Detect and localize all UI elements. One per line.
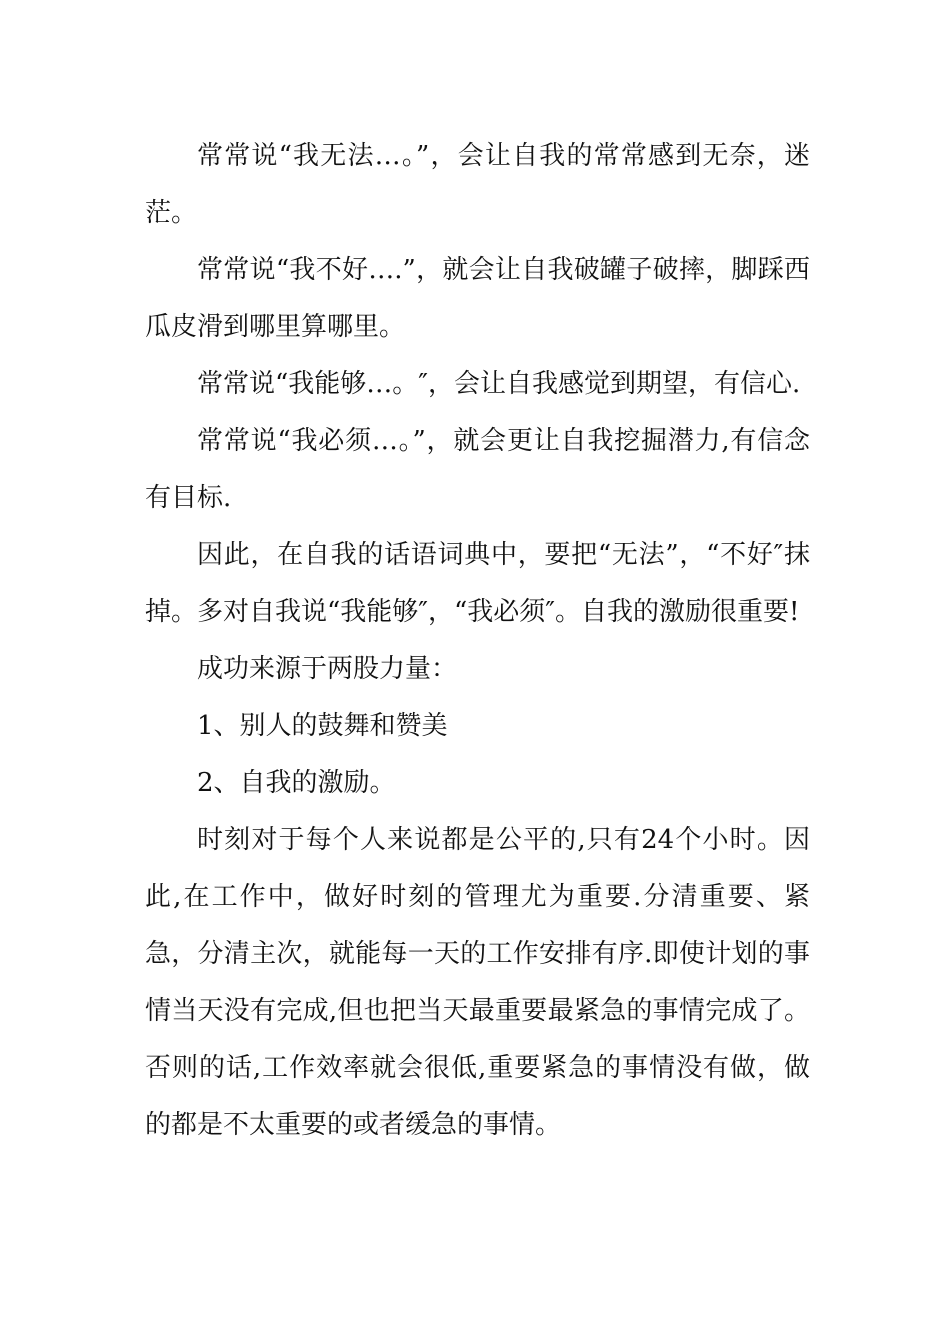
paragraph-6: 成功来源于两股力量：: [197, 654, 458, 684]
paragraph-1: 常常说“我无法…。”，会让自我的常常感到无奈，迷茫。: [145, 141, 810, 228]
paragraph-5: 因此，在自我的话语词典中，要把“无法”，“不好″抹掉。多对自我说“我能够″，“我必须″。自我的激励很重要!: [145, 540, 810, 627]
paragraph-3: 常常说“我能够…。″，会让自我感觉到期望，有信心.: [197, 369, 801, 399]
list-item-2: 2、自我的激励。: [197, 768, 396, 798]
document-body: [145, 128, 810, 1154]
list-item-1: 1、别人的鼓舞和赞美: [197, 711, 448, 741]
paragraph-4: 常常说“我必须…。”，就会更让自我挖掘潜力,有信念有目标.: [145, 426, 810, 513]
paragraph-2: 常常说“我不好….”，就会让自我破罐子破摔，脚踩西瓜皮滑到哪里算哪里。: [145, 255, 810, 342]
paragraph-7: 时刻对于每个人来说都是公平的,只有24个小时。因此,在工作中，做好时刻的管理尤为重要.分清重要、紧急，分清主次，就能每一天的工作安排有序.即使计划的事情当天没有完成,但也把当天最重要最紧急的事情完成了。否则的话,工作效率就会很低,重要紧急的事情没有做，做的都是不太重要的或者缓急的事情。: [145, 825, 810, 1140]
